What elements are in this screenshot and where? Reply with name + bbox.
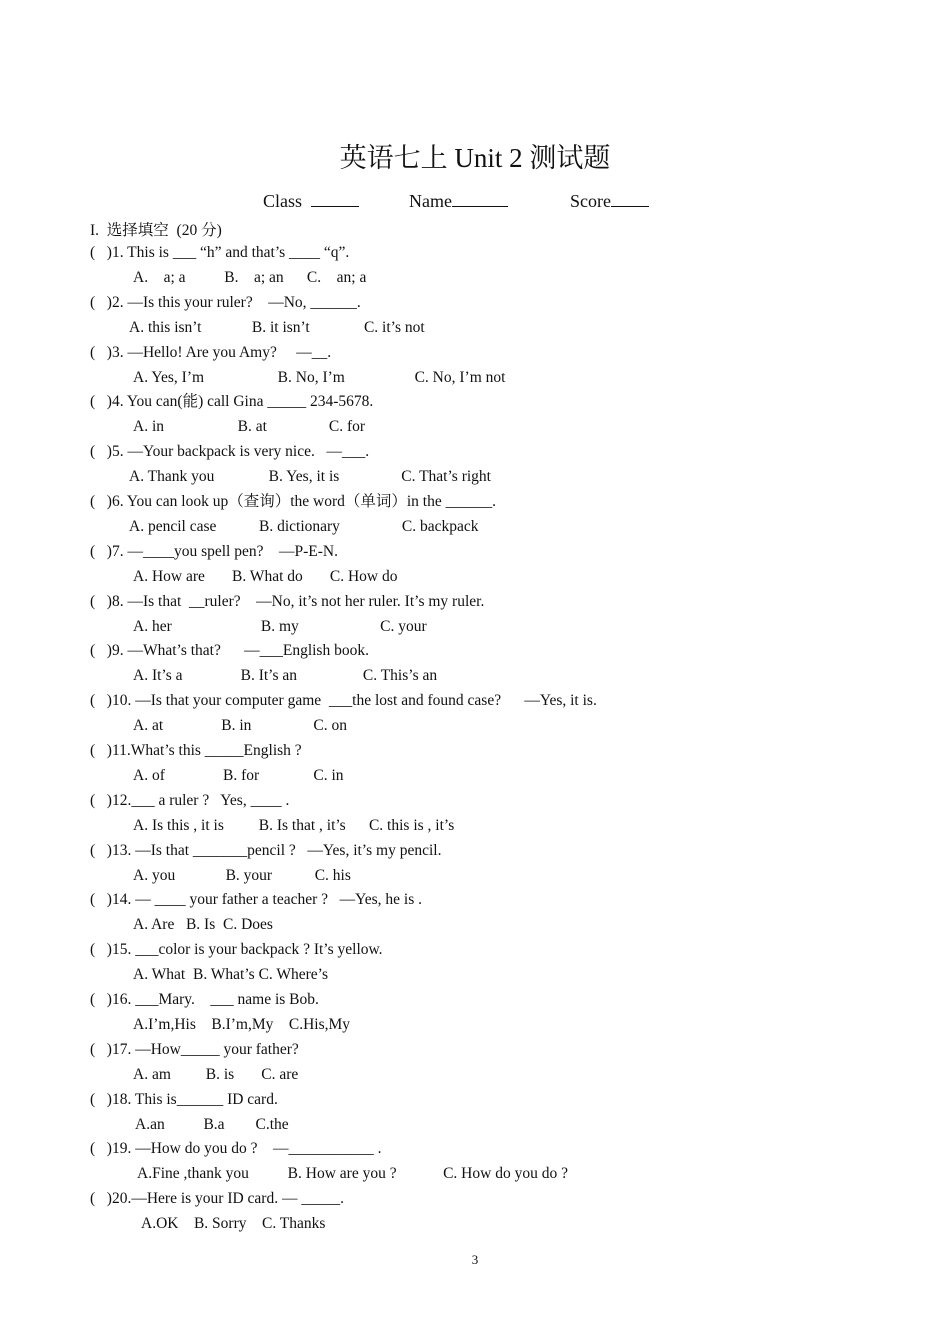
question-options: A. you B. your C. his [133,866,351,884]
answer-bracket[interactable]: ( ) [90,742,112,759]
question-options: A. How are B. What do C. How do [133,567,398,585]
question-line [90,343,331,363]
question-options: A. What B. What’s C. Where’s [133,966,329,984]
question-text: 10. —Is that your computer game ___the lost and found case? —Yes, it is. [111,692,597,710]
question-text: 2. —Is this your ruler? —No, ______. [111,293,361,311]
page-number: 3 [471,1252,479,1267]
question-text: 7. —____you spell pen? —P-E-N. [111,542,338,560]
question-line [90,442,369,462]
question-options: A. her B. my C. your [133,617,427,635]
score-field[interactable] [570,190,649,212]
answer-bracket[interactable]: ( ) [90,1190,112,1208]
name-blank[interactable] [452,190,508,207]
question-line [90,542,338,562]
answer-bracket[interactable]: ( ) [90,991,112,1008]
question-text: 6. You can look up（查询）the word（单词）in the ______. [111,493,496,510]
question-line [90,1189,344,1209]
question-options: A. in B. at C. for [133,418,366,436]
question-text: 20.—Here is your ID card. — _____. [111,1190,344,1208]
answer-bracket[interactable]: ( ) [90,493,112,510]
question-line [90,293,361,313]
question-options: A. of B. for C. in [133,767,344,784]
answer-bracket[interactable]: ( ) [90,1090,112,1108]
answer-bracket[interactable]: ( ) [90,293,112,311]
answer-bracket[interactable]: ( ) [90,642,112,660]
question-options: A. Thank you B. Yes, it is C. That’s right [129,468,491,486]
question-line [90,1139,381,1159]
answer-bracket[interactable]: ( ) [90,343,112,361]
answer-bracket[interactable]: ( ) [90,1040,112,1058]
question-text: 19. —How do you do ? —___________ . [111,1140,382,1158]
question-options: A.I’m,His B.I’m,My C.His,My [133,1016,351,1033]
answer-bracket[interactable]: ( ) [90,592,112,610]
page-title: 英语七上 Unit 2 测试题 [339,143,611,173]
question-text: 18. This is______ ID card. [111,1090,278,1108]
question-line [90,741,302,761]
answer-bracket[interactable]: ( ) [90,791,112,809]
question-options: A. this isn’t B. it isn’t C. it’s not [129,318,425,336]
answer-bracket[interactable]: ( ) [90,841,112,859]
question-options: A. Is this , it is B. Is that , it’s C. this is , it’s [133,816,455,834]
question-text: 3. —Hello! Are you Amy? —__. [111,343,332,361]
answer-bracket[interactable]: ( ) [90,1140,112,1158]
question-line [90,890,422,910]
answer-bracket[interactable]: ( ) [90,941,112,959]
question-options: A. am B. is C. are [133,1065,299,1083]
question-line [90,940,383,960]
question-text: 8. —Is that __ruler? —No, it’s not her ruler. It’s my ruler. [111,592,485,610]
question-options: A. pencil case B. dictionary C. backpack [129,518,479,535]
question-options: A. at B. in C. on [133,717,347,735]
question-line [90,492,496,512]
question-text: 4. You can(能) call Gina _____ 234-5678. [111,393,374,411]
question-options: A. Are B. Is C. Does [133,916,273,934]
question-text: 13. —Is that _______pencil ? —Yes, it’s my pencil. [111,841,442,859]
answer-bracket[interactable]: ( ) [90,891,112,909]
answer-bracket[interactable]: ( ) [90,393,112,411]
question-text: 1. This is ___ “h” and that’s ____ “q”. [111,244,350,261]
question-line [90,243,349,263]
question-line [90,990,319,1010]
class-label: Class [263,191,303,211]
question-options: A.Fine ,thank you B. How are you ? C. How do you do ? [137,1165,568,1183]
score-label: Score [570,191,611,211]
question-text: 15. ___color is your backpack ? It’s yellow. [111,941,383,959]
question-options: A. It’s a B. It’s an C. This’s an [133,667,438,685]
answer-bracket[interactable]: ( ) [90,542,112,560]
question-text: 5. —Your backpack is very nice. —___. [111,443,370,461]
question-line [90,791,289,811]
question-line [90,691,597,711]
name-label: Name [409,191,452,211]
question-line [90,592,484,612]
question-options: A. a; a B. a; an C. an; a [133,269,367,286]
section-heading: I. 选择填空 (20 分) [90,222,222,239]
question-options: A.OK B. Sorry C. Thanks [141,1215,326,1233]
question-options: A. Yes, I’m B. No, I’m C. No, I’m not [133,368,506,386]
question-line [90,641,369,661]
answer-bracket[interactable]: ( ) [90,244,112,261]
question-text: 14. — ____ your father a teacher ? —Yes, he is . [111,891,423,909]
score-blank[interactable] [611,190,649,207]
question-line [90,1090,278,1110]
question-line [90,392,373,412]
answer-bracket[interactable]: ( ) [90,443,112,461]
class-blank[interactable] [311,190,359,207]
question-text: 17. —How_____ your father? [111,1040,299,1058]
answer-bracket[interactable]: ( ) [90,692,112,710]
question-text: 12.___ a ruler ? Yes, ____ . [111,791,290,809]
name-field[interactable] [409,190,508,212]
question-text: 11.What’s this _____English ? [111,742,302,759]
question-text: 16. ___Mary. ___ name is Bob. [111,991,319,1008]
question-text: 9. —What’s that? —___English book. [111,642,369,660]
question-line [90,1040,299,1060]
question-options: A.an B.a C.the [135,1115,289,1133]
question-line [90,841,441,861]
class-field[interactable] [263,190,359,212]
